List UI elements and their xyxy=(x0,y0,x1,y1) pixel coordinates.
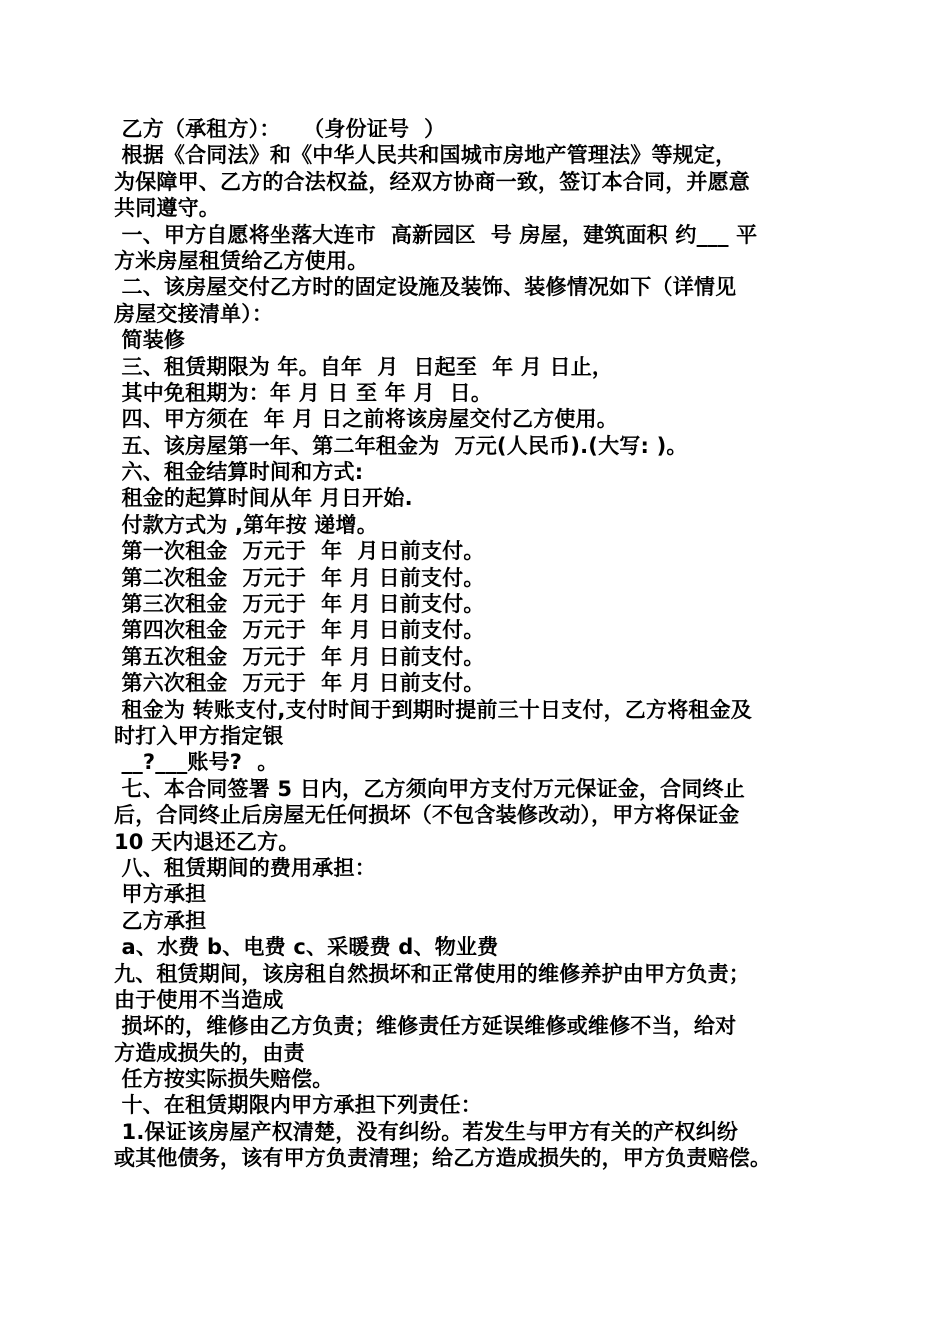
text-line: __?___账号? 。 xyxy=(114,750,279,775)
text-line: 一、甲方自愿将坐落大连市 高新园区 号 房屋，建筑面积 约___ 平 xyxy=(114,222,758,247)
text-line: 10 天内退还乙方。 xyxy=(114,829,300,854)
text-line: 第六次租金 万元于 年 月 日前支付。 xyxy=(114,671,485,696)
text-line: 方米房屋租赁给乙方使用。 xyxy=(114,248,369,273)
text-line: 乙方（承租方）： （身份证号 ） xyxy=(114,117,446,141)
text-line: 租金的起算时间从年 月日开始. xyxy=(114,486,413,511)
text-line: 八、租赁期间的费用承担： xyxy=(114,855,376,880)
text-line: 第三次租金 万元于 年 月 日前支付。 xyxy=(114,592,485,617)
text-line: 共同遵守。 xyxy=(114,196,220,221)
text-line: 1.保证该房屋产权清楚，没有纠纷。若发生与甲方有关的产权纠纷 xyxy=(114,1119,739,1144)
text-line: 二、该房屋交付乙方时的固定设施及装饰、装修情况如下（详情见 xyxy=(114,275,737,300)
text-line: 房屋交接清单）： xyxy=(114,301,274,326)
text-line: 任方按实际损失赔偿。 xyxy=(114,1067,334,1092)
text-line: 第四次租金 万元于 年 月 日前支付。 xyxy=(114,618,485,643)
text-line: 十、在租赁期限内甲方承担下列责任： xyxy=(114,1093,482,1118)
text-line: 其中免租期为：年 月 日 至 年 月 日。 xyxy=(114,380,493,405)
text-line: 五、该房屋第一年、第二年租金为 万元(人民币).(大写: )。 xyxy=(114,433,688,458)
text-line: 简装修 xyxy=(114,328,186,353)
text-line: 付款方式为 ,第年按 递增。 xyxy=(114,512,378,537)
text-line: 甲方承担 xyxy=(114,882,207,907)
text-line: 损坏的，维修由乙方负责；维修责任方延误维修或维修不当，给对 xyxy=(114,1014,737,1039)
text-line: 根据《合同法》和《中华人民共和国城市房地产管理法》等规定， xyxy=(114,143,737,168)
text-line: 为保障甲、乙方的合法权益，经双方协商一致，签订本合同，并愿意 xyxy=(114,169,750,194)
text-line: 四、甲方须在 年 月 日之前将该房屋交付乙方使用。 xyxy=(114,407,618,432)
text-line: 时打入甲方指定银 xyxy=(114,723,284,748)
contract-text xyxy=(114,116,844,1172)
text-line: 方造成损失的，由责 xyxy=(114,1040,305,1065)
text-line: 租金为 转账支付,支付时间于到期时提前三十日支付，乙方将租金及 xyxy=(114,697,752,722)
text-line: 由于使用不当造成 xyxy=(114,987,284,1012)
text-line: 或其他债务，该有甲方负责清理；给乙方造成损失的，甲方负责赔偿。 xyxy=(114,1146,772,1171)
text-line: a、水费 b、电费 c、采暖费 d、物业费 xyxy=(114,935,499,960)
text-line: 三、租赁期限为 年。自年 月 日起至 年 月 日止， xyxy=(114,354,614,379)
text-line: 乙方承担 xyxy=(114,908,207,933)
text-line: 九、租赁期间，该房租自然损坏和正常使用的维修养护由甲方负责； xyxy=(114,961,750,986)
text-line: 第五次租金 万元于 年 月 日前支付。 xyxy=(114,644,485,669)
text-line: 七、本合同签署 5 日内，乙方须向甲方支付万元保证金，合同终止 xyxy=(114,776,745,801)
text-line: 第二次租金 万元于 年 月 日前支付。 xyxy=(114,565,485,590)
text-line: 六、租金结算时间和方式: xyxy=(114,460,364,485)
text-line: 后，合同终止后房屋无任何损坏（不包含装修改动），甲方将保证金 xyxy=(114,803,740,828)
text-line: 第一次租金 万元于 年 月日前支付。 xyxy=(114,539,485,564)
